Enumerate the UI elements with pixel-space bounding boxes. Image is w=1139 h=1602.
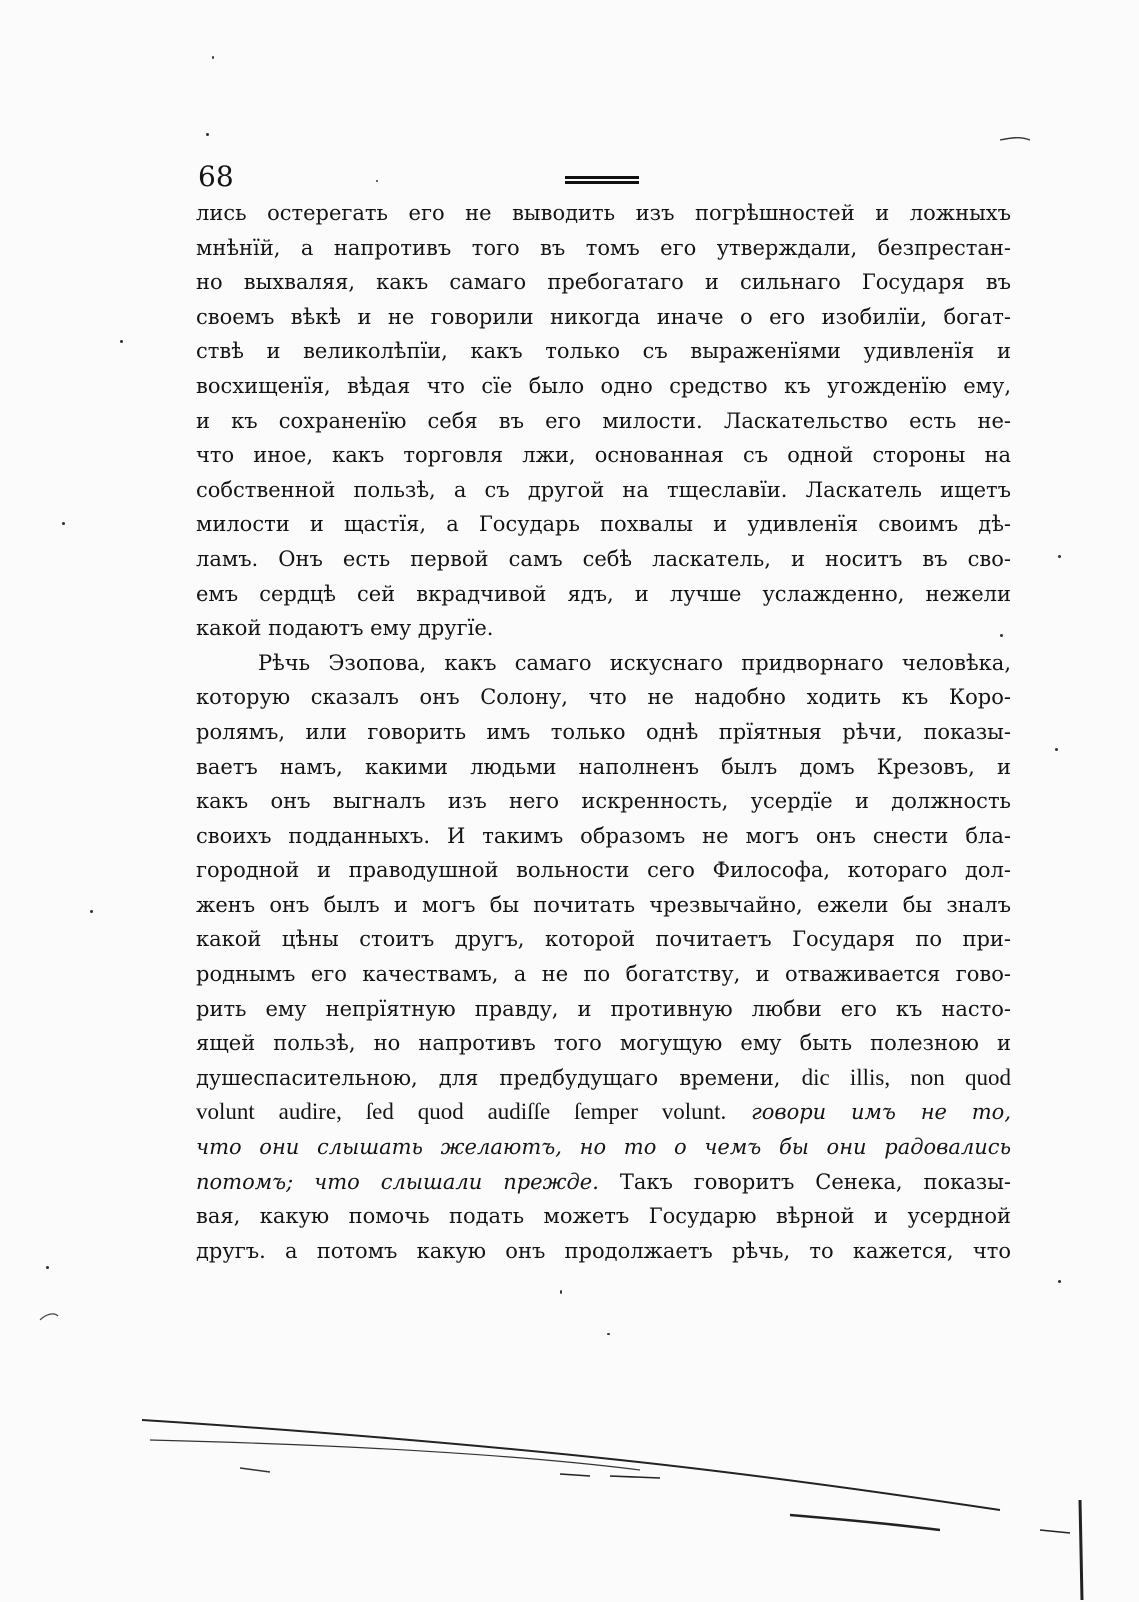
text-segment: восхищенїя, вѣдая что сїе было одно средство къ угожденїю ему, <box>196 373 1011 398</box>
text-segment: ствѣ и великолѣпїи, какъ только съ выраженїями удивленїя и <box>196 339 1011 364</box>
latin-text-segment: volunt audire, ſed quod audiſſe ſemper volunt. <box>196 1099 727 1125</box>
text-segment: что иное, какъ торговля лжи, основанная съ одной стороны на <box>196 443 1011 468</box>
text-segment: какой цѣны стоитъ другъ, которой почитаетъ Государя по при- <box>196 927 1011 952</box>
text-segment: милости и щастїя, а Государь похвалы и удивленїя своимъ дѣ- <box>196 512 1011 537</box>
text-segment: ламъ. Онъ есть первой самъ себѣ ласкатель, и носитъ въ сво- <box>196 546 1011 571</box>
text-segment: но выхваляя, какъ самаго пребогатаго и сильнаго Государя въ <box>196 270 1011 295</box>
page-number: 68 <box>198 160 234 193</box>
italic-text-segment: потомъ; что слышали прежде. <box>196 1169 599 1194</box>
text-segment: роднымъ его качествамъ, а не по богатству, и отваживается гово- <box>196 962 1011 987</box>
text-segment: женъ онъ былъ и могъ бы почитать чрезвычайно, ежели бы зналъ <box>196 892 1011 917</box>
text-segment: и къ сохраненїю себя въ его милости. Ласкательство есть не- <box>196 408 1011 433</box>
text-segment: Рѣчь Эзопова, какъ самаго искуснаго придворнаго человѣка, <box>258 650 1011 675</box>
text-segment: мнѣнїй, а напротивъ того въ томъ его утверждали, безпрестан- <box>196 235 1011 260</box>
text-segment: собственной пользѣ, а съ другой на тщеславїи. Ласкатель ищетъ <box>196 477 1011 502</box>
text-segment: которую сказалъ онъ Солону, что не надобно ходить къ Коро- <box>196 685 1011 710</box>
text-segment: какой подаютъ ему другїе. <box>196 616 494 641</box>
text-segment: ящей пользѣ, но напротивъ того могущую ему быть полезною и <box>196 1031 1011 1056</box>
text-segment: душеспасительною, для предбудущаго времени, <box>196 1065 802 1090</box>
text-segment: городной и праводушной вольности сего Философа, котораго дол- <box>196 858 1011 883</box>
text-segment: ваетъ намъ, какими людьми наполненъ былъ домъ Крезовъ, и <box>196 754 1011 779</box>
text-segment: своихъ подданныхъ. И такимъ образомъ не могъ онъ снести бла- <box>196 823 1011 848</box>
italic-text-segment: говори имъ не то, <box>726 1100 1011 1125</box>
text-segment: рить ему непрїятную правду, и противную любви его къ насто- <box>196 996 1011 1021</box>
text-segment: своемъ вѣкѣ и не говорили никогда иначе о его изобилїи, богат- <box>196 304 1011 329</box>
text-segment: Такъ говоритъ Сенека, показы- <box>598 1169 1011 1194</box>
text-segment: лись остерегать его не выводить изъ погрѣшностей и ложныхъ <box>196 201 1011 225</box>
text-segment: вая, какую помочь подать можетъ Государю вѣрной и усердной <box>196 1204 1011 1229</box>
latin-text-segment: dic illis, non quod <box>801 1064 1011 1090</box>
text-segment: емъ сердцѣ сей вкрадчивой ядъ, и лучше услажденно, нежели <box>196 581 1011 606</box>
text-segment: какъ онъ выгналъ изъ него искренность, усердїе и должность <box>196 789 1011 814</box>
text-segment: ролямъ, или говорить имъ только однѣ прїятныя рѣчи, показы- <box>196 719 1011 744</box>
text-segment: другъ. а потомъ какую онъ продолжаетъ рѣчь, то кажется, что <box>196 1238 1011 1263</box>
italic-text-segment: что они слышать желаютъ, но то о чемъ бы они радовались <box>196 1135 1011 1160</box>
